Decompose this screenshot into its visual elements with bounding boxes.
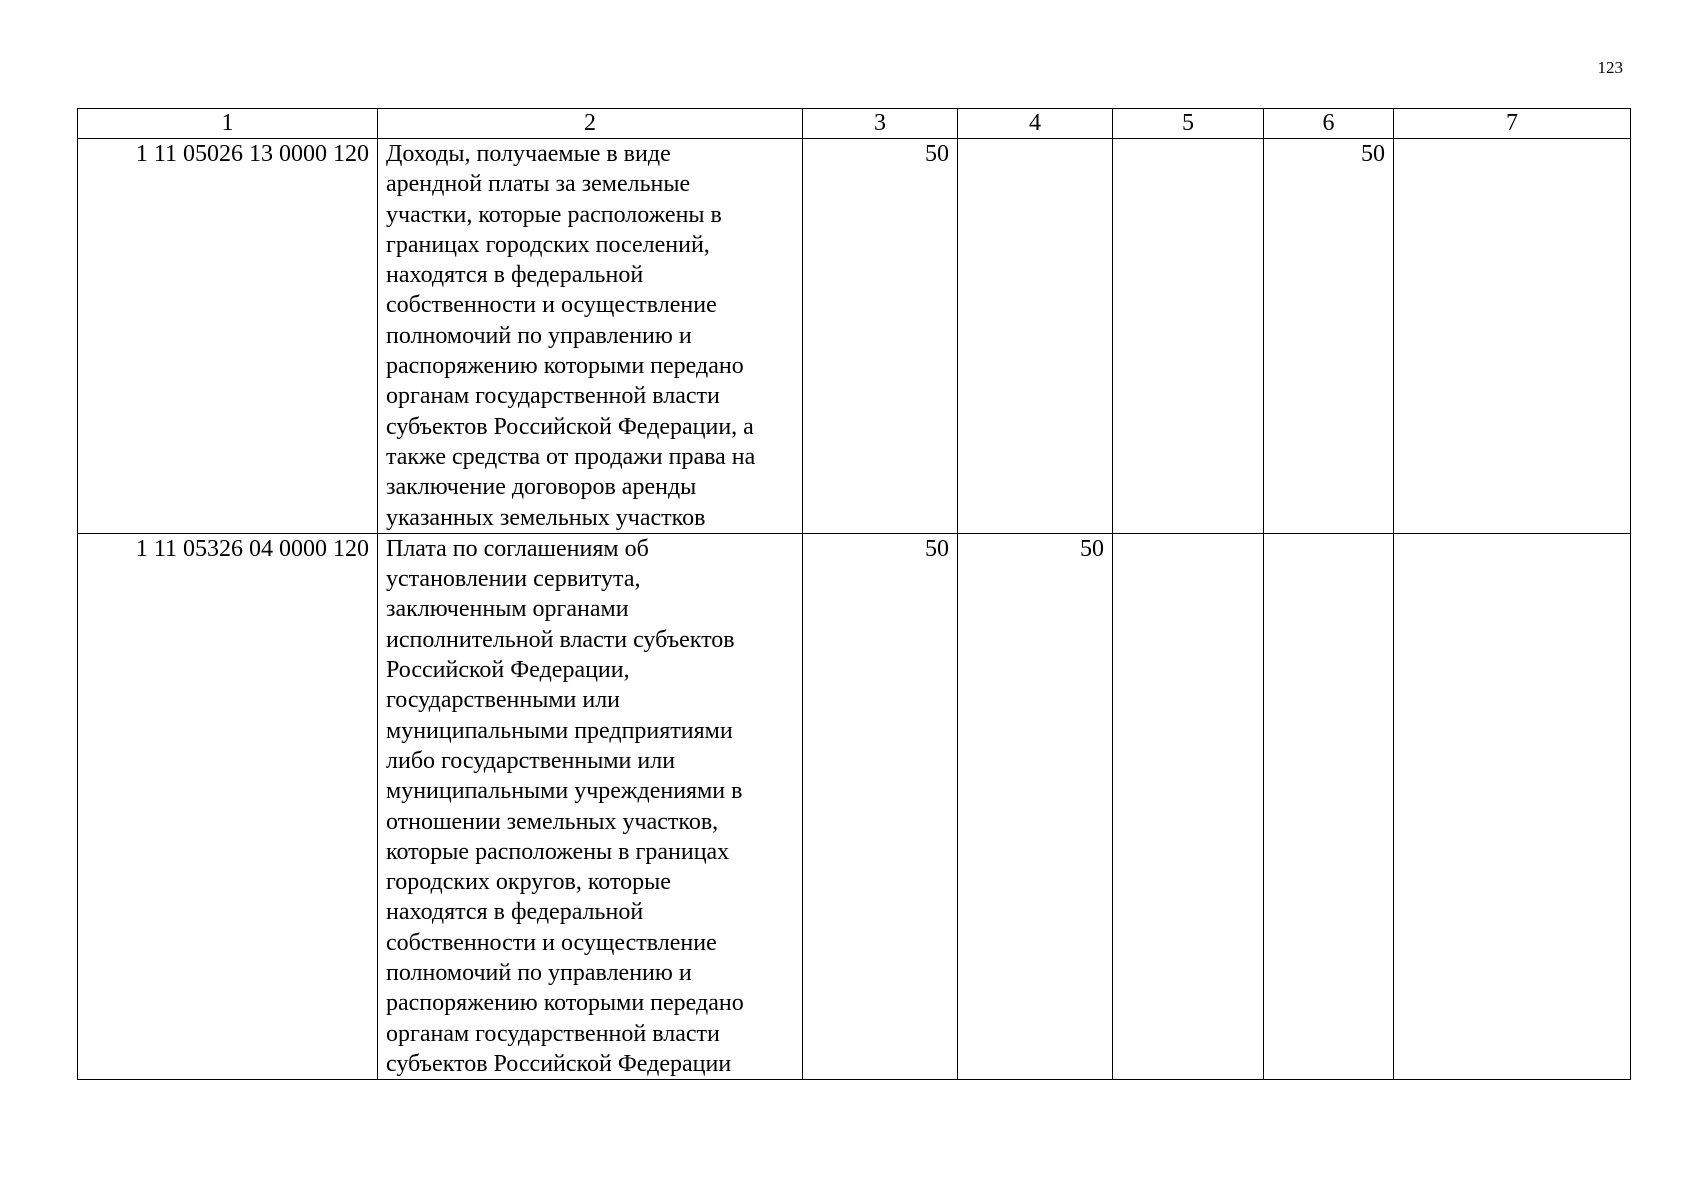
description-line: также средства от продажи права на [386,443,756,470]
value-cell-col5 [1113,533,1264,1079]
description-line: полномочий по управлению и [386,960,692,987]
income-code-cell: 1 11 05026 13 0000 120 [78,139,378,534]
description-line: субъектов Российской Федерации [386,1050,732,1077]
column-header-4: 4 [958,109,1113,139]
description-line: полномочий по управлению и [386,322,692,349]
description-line: находятся в федеральной [386,262,644,289]
column-header-3: 3 [803,109,958,139]
column-header-5: 5 [1113,109,1264,139]
value-cell-col3: 50 [803,139,958,534]
column-header-7: 7 [1394,109,1631,139]
income-description-cell [378,533,803,1079]
description-line: установлении сервитута, [386,566,641,593]
value-cell-col7 [1394,139,1631,534]
description-line: отношении земельных участков, [386,808,719,835]
value-cell-col6 [1264,533,1394,1079]
column-header-6: 6 [1264,109,1394,139]
column-header-1: 1 [78,109,378,139]
income-description-cell [378,139,803,534]
description-line: либо государственными или [386,747,676,774]
description-line: органам государственной власти [386,383,720,410]
description-line: муниципальными предприятиями [386,717,733,744]
value-cell-col6: 50 [1264,139,1394,534]
description-line: государственными или [386,687,621,714]
table-row [78,139,1631,534]
value-cell-col3: 50 [803,533,958,1079]
description-line: городских округов, которые [386,869,671,896]
description-line: находятся в федеральной [386,899,644,926]
description-line: заключенным органами [386,596,629,623]
page-number: 123 [1597,58,1623,77]
description-line: распоряжению которыми передано [386,353,744,380]
description-line: органам государственной власти [386,1020,720,1047]
description-line: собственности и осуществление [386,929,717,956]
description-line: Плата по соглашениям об [386,535,649,562]
description-line: заключение договоров аренды [386,474,697,501]
value-cell-col5 [1113,139,1264,534]
description-line: границах городских поселений, [386,231,710,258]
description-line: распоряжению которыми передано [386,990,744,1017]
description-line: муниципальными учреждениями в [386,778,743,805]
value-cell-col4 [958,139,1113,534]
description-line: субъектов Российской Федерации, а [386,413,754,440]
description-line: собственности и осуществление [386,292,717,319]
description-line: участки, которые расположены в [386,201,722,228]
income-code-cell: 1 11 05326 04 0000 120 [78,533,378,1079]
value-cell-col4: 50 [958,533,1113,1079]
description-line: указанных земельных участков [386,504,706,531]
budget-table [77,108,1631,1080]
value-cell-col7 [1394,533,1631,1079]
description-line: арендной платы за земельные [386,171,691,198]
column-header-2: 2 [378,109,803,139]
description-line: исполнительной власти субъектов [386,626,735,653]
description-line: Российской Федерации, [386,657,630,684]
description-line: Доходы, получаемые в виде [386,141,671,167]
header-row [78,109,1631,139]
table-row [78,533,1631,1079]
description-line: которые расположены в границах [386,838,730,865]
